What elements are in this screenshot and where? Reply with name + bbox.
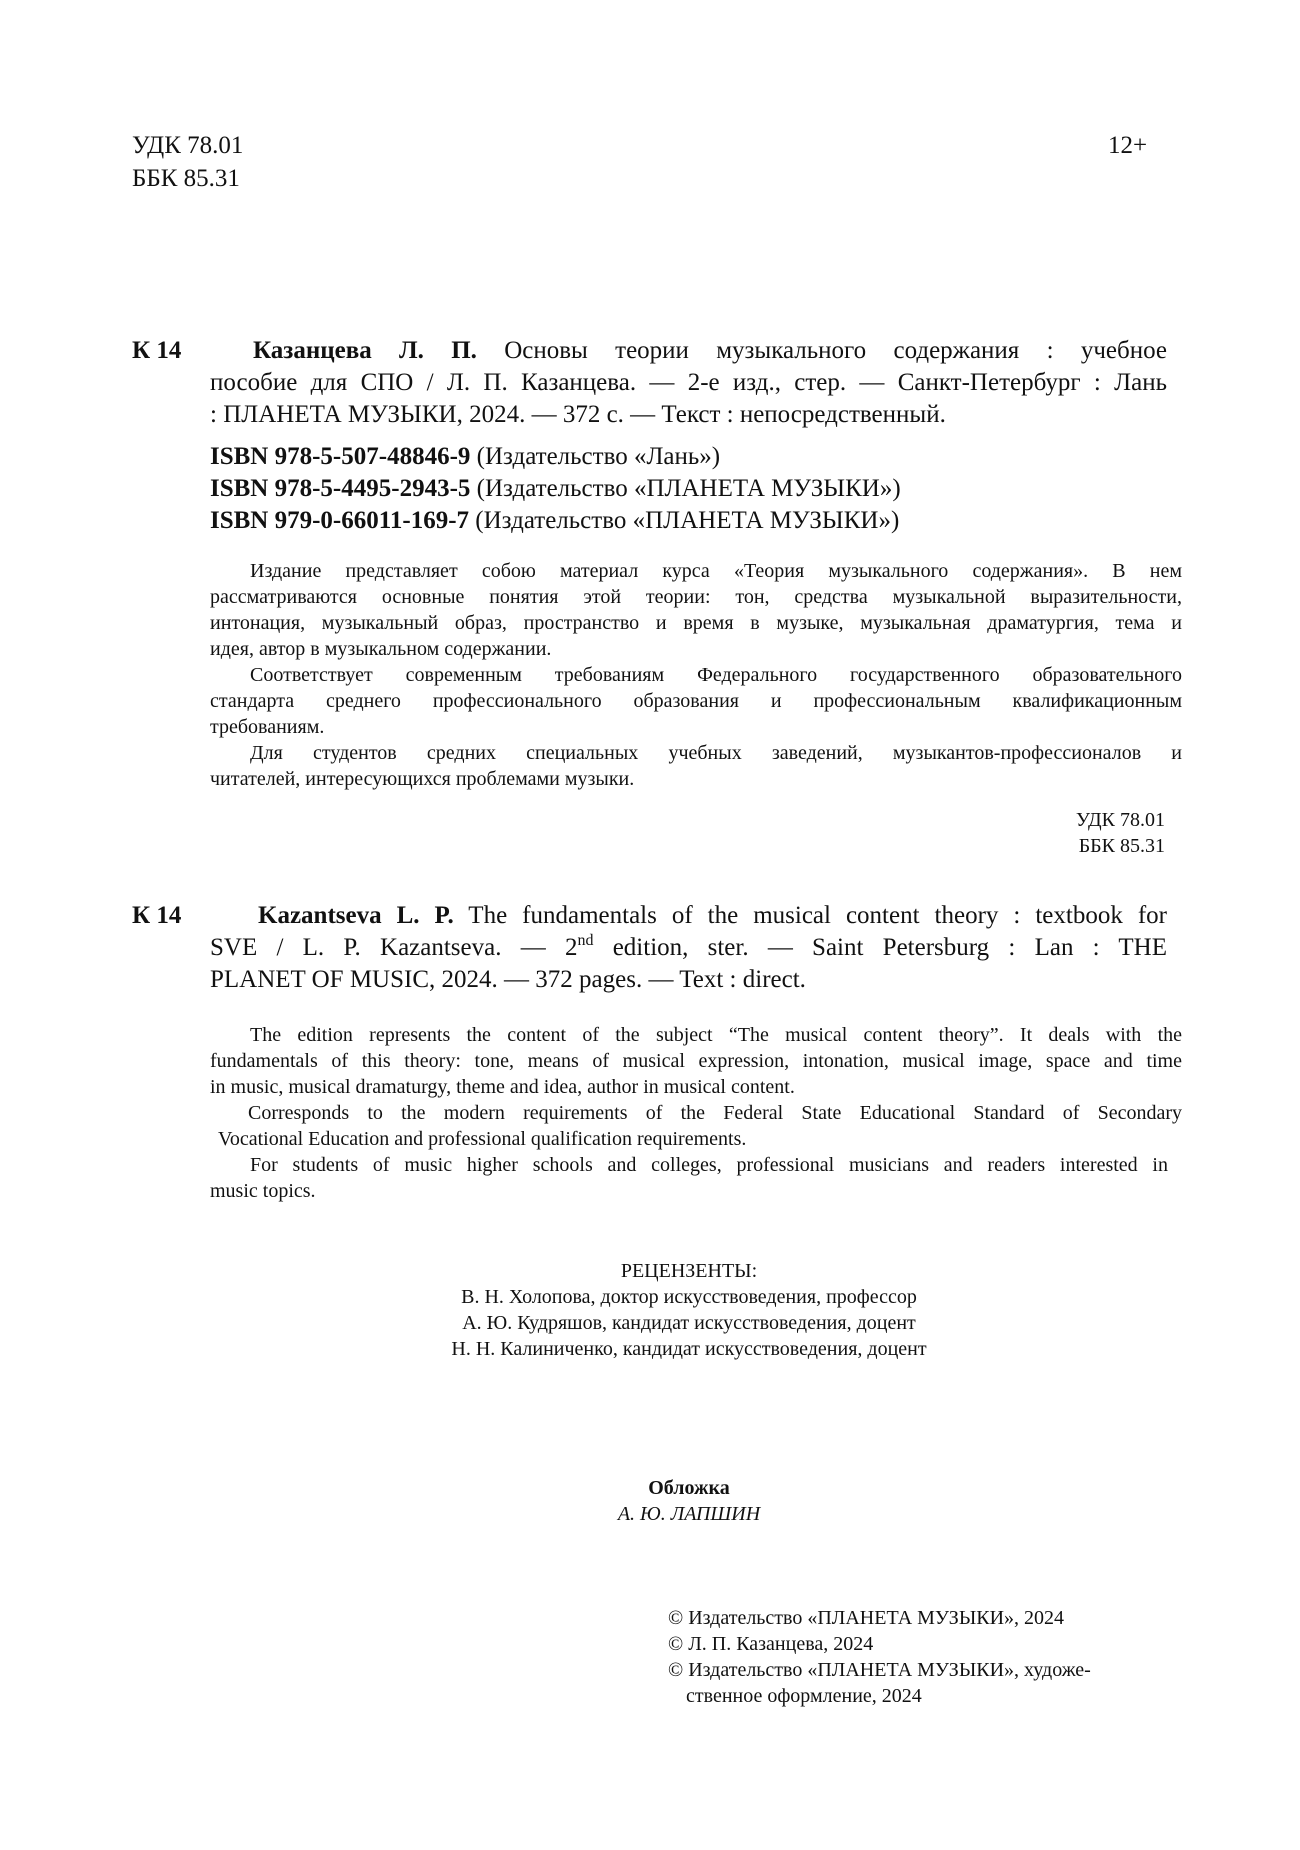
header-bbk: ББК 85.31 [132,165,240,192]
ru-record-author: Казанцева Л. П. [253,337,477,364]
en-abstract-line: For students of music higher schools and colleges, professional musicians and readers interested in [250,1154,1168,1176]
isbn-publisher: (Издательство «ПЛАНЕТА МУЗЫКИ») [476,475,901,502]
reviewers [210,1258,1168,1362]
en-record-line-1 [258,900,1167,932]
copyright-block [668,1605,1091,1709]
copyright-line: © Л. П. Казанцева, 2024 [668,1633,874,1655]
ru-abstract-line: Для студентов средних специальных учебных заведений, музыкантов-профессионалов и [250,742,1182,764]
ru-abstract-line: стандарта среднего профессионального образования и профессиональным квалификационным [210,690,1182,712]
en-record-line-2 [210,932,1167,964]
en-abstract-line: The edition represents the content of the subject “The musical content theory”. It deals with the [250,1024,1182,1046]
en-record-line-2-b: edition, ster. — Saint Petersburg : Lan : THE [612,934,1168,961]
age-rating: 12+ [1108,132,1148,159]
isbn-number: ISBN 979-0-66011-169-7 [210,507,470,534]
isbn-item [210,505,901,537]
ru-record-title: Основы теории музыкального содержания : учебное [504,337,1167,364]
en-abstract-line: fundamentals of this theory: tone, means of musical expression, intonation, musical image, space and time [210,1050,1182,1072]
isbn-number: ISBN 978-5-4495-2943-5 [210,475,471,502]
en-abstract [210,1022,1182,1204]
ru-abstract-line: идея, автор в музыкальном содержании. [210,638,552,660]
ru-bbk: ББК 85.31 [1078,835,1165,857]
copyright-line: © Издательство «ПЛАНЕТА МУЗЫКИ», 2024 [668,1607,1065,1629]
ru-abstract-line: интонация, музыкальный образ, пространство и время в музыке, музыкальная драматургия, тема и [210,612,1182,634]
copyright-line: ственное оформление, 2024 [686,1685,922,1707]
ru-classification [1076,807,1165,859]
ru-record-line-1 [253,335,1167,367]
ru-record-line-3: : ПЛАНЕТА МУЗЫКИ, 2024. — 372 с. — Текст : непосредственный. [210,401,946,428]
reviewers-heading: РЕЦЕНЗЕНТЫ: [620,1260,758,1282]
ru-udk: УДК 78.01 [1075,809,1165,831]
isbn-publisher: (Издательство «Лань») [476,443,721,470]
en-record-line-2-a: SVE / L. P. Kazantseva. — 2 [210,934,578,961]
ru-abstract-line: Издание представляет собою материал курса «Теория музыкального содержания». В нем [250,560,1182,582]
isbn-item [210,441,901,473]
header-udk: УДК 78.01 [132,132,244,159]
cover-label: Обложка [648,1477,730,1499]
ru-abstract-line: требованиям. [210,716,325,738]
en-record-line-3: PLANET OF MUSIC, 2024. — 372 pages. — Text : direct. [210,966,806,993]
en-abstract-line: Corresponds to the modern requirements of the Federal State Educational Standard of Secondary [248,1102,1182,1124]
ru-record-code: К 14 [132,337,182,364]
ru-abstract-line: читателей, интересующихся проблемами музыки. [210,768,635,790]
ru-abstract-line: рассматриваются основные понятия этой теории: тон, средства музыкальной выразительности, [210,586,1182,608]
en-abstract-line: Vocational Education and professional qualification requirements. [218,1128,747,1150]
reviewer: В. Н. Холопова, доктор искусствоведения, профессор [461,1286,917,1308]
ru-record-line-2: пособие для СПО / Л. П. Казанцева. — 2-е изд., стер. — Санкт-Петербург : Лань [210,369,1167,396]
en-abstract-line: music topics. [210,1180,316,1202]
en-record-code: К 14 [132,902,182,929]
cover-credit [210,1475,1168,1527]
cover-designer: А. Ю. ЛАПШИН [617,1503,761,1525]
isbn-item [210,473,901,505]
reviewer: Н. Н. Калиниченко, кандидат искусствоведения, доцент [451,1338,927,1360]
ru-abstract [210,558,1182,792]
isbn-publisher: (Издательство «ПЛАНЕТА МУЗЫКИ») [475,507,900,534]
en-abstract-line: in music, musical dramaturgy, theme and idea, author in musical content. [210,1076,795,1098]
en-record-edition-suffix: nd [577,932,594,949]
isbn-number: ISBN 978-5-507-48846-9 [210,443,471,470]
ru-abstract-line: Соответствует современным требованиям Федерального государственного образовательного [250,664,1182,686]
reviewer: А. Ю. Кудряшов, кандидат искусствоведения, доцент [462,1312,916,1334]
en-record-title: The fundamentals of the musical content theory : textbook for [468,902,1167,929]
copyright-line: © Издательство «ПЛАНЕТА МУЗЫКИ», художе- [668,1659,1091,1681]
isbn-list [210,441,901,537]
en-record-author: Kazantseva L. P. [258,902,454,929]
